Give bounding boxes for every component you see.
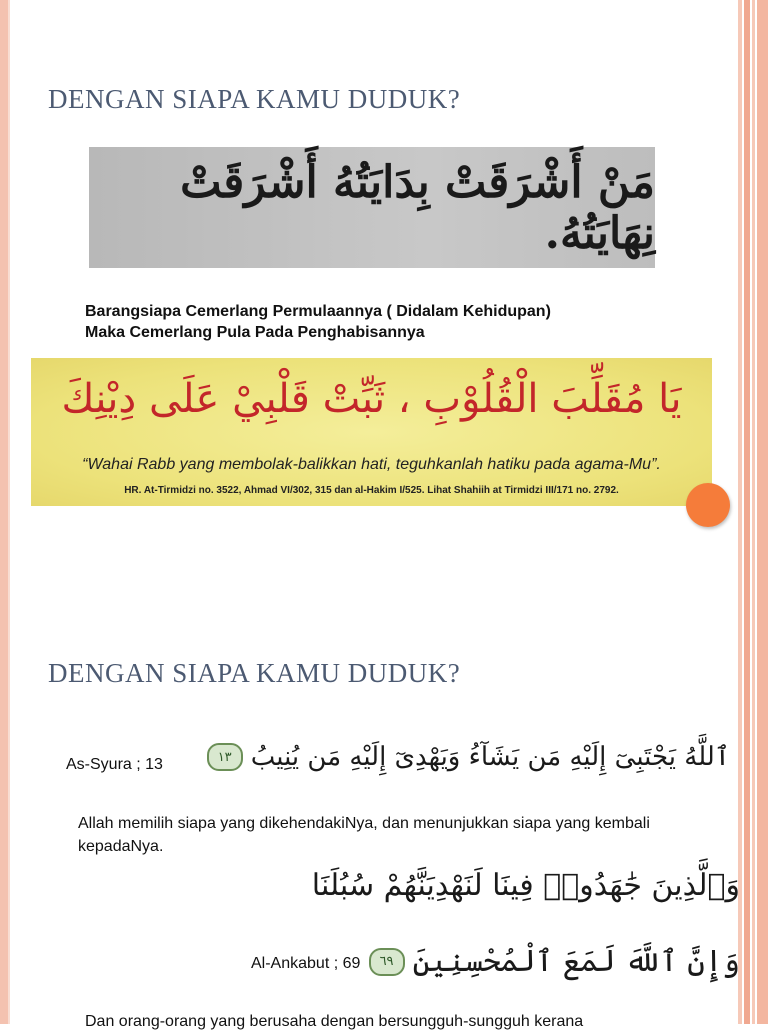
quote-translation-line-2: Maka Cemerlang Pula Pada Penghabisannya <box>85 324 425 341</box>
verse-1-arabic-text: ٱللَّهُ يَجْتَبِىٓ إِلَيْهِ مَن يَشَآءُ وَيَهْدِىٓ إِلَيْهِ مَن يُنِيبُ <box>250 742 730 772</box>
ayah-number-badge: ١٣ <box>207 743 243 771</box>
dua-arabic-text: يَا مُقَلِّبَ الْقُلُوْبِ ، ثَبِّتْ قَلْبِيْ عَلَى دِيْنِكَ <box>61 376 682 422</box>
verse-2-arabic-line-2 <box>369 944 740 979</box>
left-page-border <box>0 0 8 1024</box>
dua-source: HR. At-Tirmidzi no. 3522, Ahmad VI/302, 315 dan al-Hakim I/525. Lihat Shahiih at Tirmidzi III/171 no. 2792. <box>124 485 619 496</box>
dua-translation: “Wahai Rabb yang membolak-balikkan hati, teguhkanlah hatiku pada agama-Mu”. <box>82 456 661 473</box>
slide-1-title: DENGAN SIAPA KAMU DUDUK? <box>48 84 461 114</box>
verse-1-translation: Allah memilih siapa yang dikehendakiNya, dan menunjukkan siapa yang kembali kepadaNya. <box>78 815 650 855</box>
slide-2-title: DENGAN SIAPA KAMU DUDUK? <box>48 658 461 688</box>
verse-2-translation: Dan orang-orang yang berusaha dengan bersungguh-sungguh kerana <box>85 1013 584 1030</box>
arabic-quote-text: مَنْ أَشْرَقَتْ بِدَايَتُهُ أَشْرَقَتْ نِهَايَتُهُ. <box>180 156 655 259</box>
verse-2-arabic-text-1: وَٱلَّذِينَ جَٰهَدُوا۟ فِينَا لَنَهْدِيَنَّهُمْ سُبُلَنَا <box>311 868 740 903</box>
quote-translation <box>85 301 685 343</box>
slide-decoration-circle <box>686 483 730 527</box>
dua-banner-image <box>31 358 712 506</box>
right-decorative-stripes <box>738 0 768 1024</box>
verse-1-arabic-image <box>207 742 730 772</box>
quote-translation-line-1: Barangsiapa Cemerlang Permulaannya ( Didalam Kehidupan) <box>85 303 551 320</box>
verse-2-arabic-line-1 <box>312 868 740 903</box>
verse-1-reference: As-Syura ; 13 <box>66 756 163 773</box>
verse-2-arabic-text-2: وَإِنَّ ٱللَّهَ لَمَعَ ٱلْمُحْسِنِينَ <box>412 944 740 979</box>
arabic-quote-image <box>89 147 655 268</box>
ayah-number-badge: ٦٩ <box>369 948 405 976</box>
verse-2-reference: Al-Ankabut ; 69 <box>251 955 361 972</box>
